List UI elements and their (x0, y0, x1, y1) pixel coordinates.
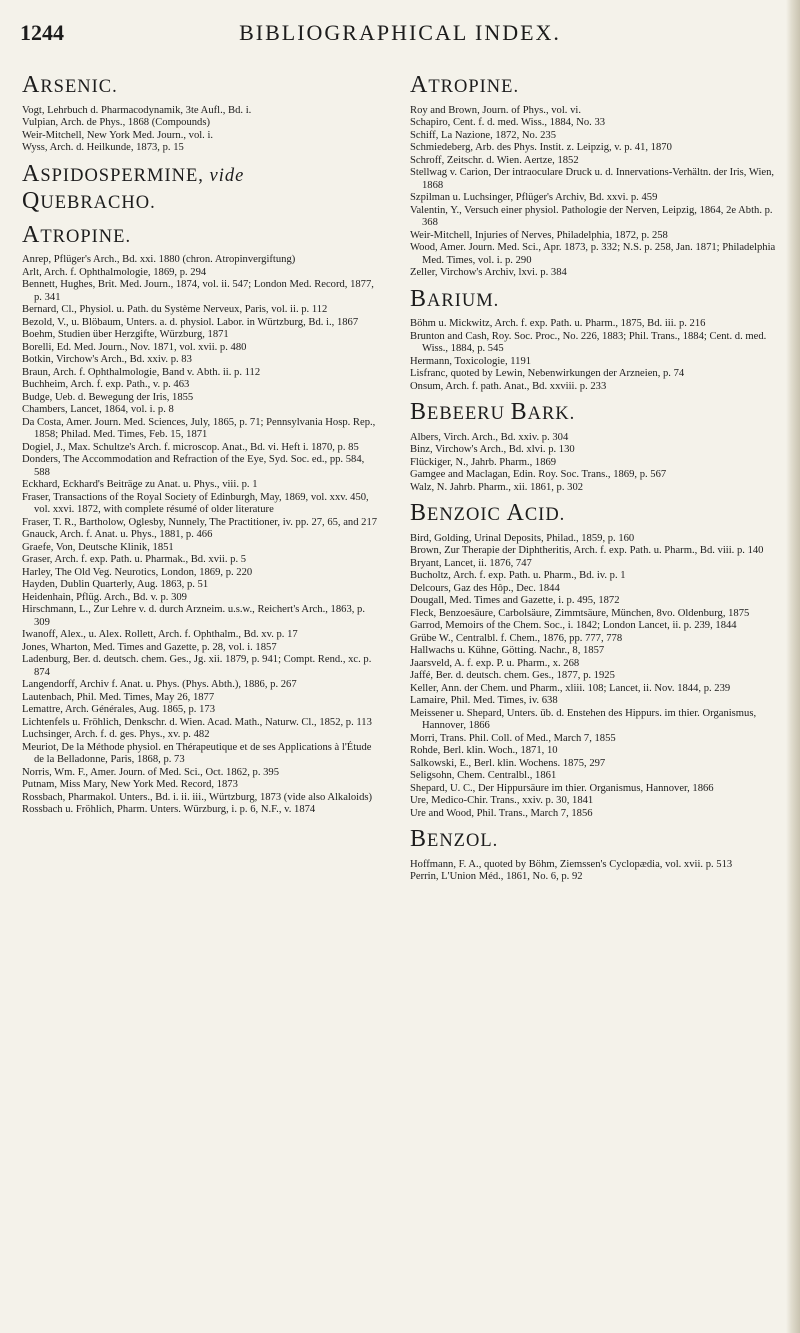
bibliography-entry: Dougall, Med. Times and Gazette, i. p. 495, 1872 (410, 595, 620, 607)
bibliography-entry: Bird, Golding, Urinal Deposits, Philad., 1859, p. 160 (410, 532, 635, 544)
bibliography-entry: Flückiger, N., Jahrb. Pharm., 1869 (410, 456, 557, 468)
bibliography-entry: Jones, Wharton, Med. Times and Gazette, p. 28, vol. i. 1857 (22, 641, 277, 653)
bibliography-entry: Wood, Amer. Journ. Med. Sci., Apr. 1873, p. 332; N.S. p. 258, Jan. 1871; Philadelphia Med. Times, vol. i. p. 290 (410, 242, 776, 266)
page-edge-shadow (786, 0, 800, 1333)
bibliography-entry: Böhm u. Mickwitz, Arch. f. exp. Path. u. Pharm., 1875, Bd. iii. p. 216 (410, 318, 706, 330)
heading-text: BARIUM. (410, 285, 500, 312)
bibliography-entry: Hoffmann, F. A., quoted by Böhm, Ziemssen's Cyclopædia, vol. xvii. p. 513 (410, 858, 733, 870)
bibliography-entry: Luchsinger, Arch. f. d. ges. Phys., xv. p. 482 (22, 729, 210, 741)
bibliography-entry: Zeller, Virchow's Archiv, lxvi. p. 384 (410, 267, 567, 279)
bibliography-entry: Valentin, Y., Versuch einer physiol. Pathologie der Nerven, Leipzig, 1864, 2e Abth. p. 368 (410, 204, 773, 229)
section-heading (410, 500, 778, 528)
bibliography-entry: Iwanoff, Alex., u. Alex. Rollett, Arch. f. Ophthalm., Bd. xv. p. 17 (22, 629, 298, 641)
bibliography-entry: Jaarsveld, A. f. exp. P. u. Pharm., x. 268 (410, 657, 580, 669)
bibliography-entry: Hirschmann, L., Zur Lehre v. d. durch Arzneim. u.s.w., Reichert's Arch., 1863, p. 309 (22, 604, 365, 628)
index-section (410, 399, 778, 494)
heading-text: ATROPINE. (410, 72, 520, 98)
bibliography-entry: Salkowski, E., Berl. klin. Wochens. 1875, 297 (410, 757, 606, 769)
section-heading (410, 399, 778, 427)
section-heading (22, 72, 382, 100)
bibliography-entry: Bernard, Cl., Physiol. u. Path. du Système Nerveux, Paris, vol. ii. p. 112 (22, 304, 328, 316)
bibliography-entry: Schapiro, Cent. f. d. med. Wiss., 1884, No. 33 (410, 117, 606, 129)
heading-text: ARSENIC. (22, 72, 118, 98)
bibliography-entry: Walz, N. Jahrb. Pharm., xii. 1861, p. 302 (410, 481, 584, 493)
bibliography-entry: Meuriot, De la Méthode physiol. en Thérapeutique et de ses Applications à l'Étude de la Belladonne, Paris, 1868, p. 73 (22, 741, 372, 766)
bibliography-entry: Chambers, Lancet, 1864, vol. i. p. 8 (22, 404, 174, 416)
bibliography-entry: Rohde, Berl. klin. Woch., 1871, 10 (410, 745, 558, 757)
section-heading (410, 72, 778, 100)
bibliography-entry: Graefe, Von, Deutsche Klinik, 1851 (22, 541, 174, 553)
bibliography-entry: Szpilman u. Luchsinger, Pflüger's Archiv, Bd. xxvi. p. 459 (410, 192, 658, 204)
bibliography-entry: Weir-Mitchell, Injuries of Nerves, Philadelphia, 1872, p. 258 (410, 229, 668, 241)
index-section (410, 72, 778, 280)
heading-text: BENZOL. (410, 826, 499, 853)
bibliography-entry: Brown, Zur Therapie der Diphtheritis, Arch. f. exp. Path. u. Pharm., Bd. viii. p. 140 (410, 545, 764, 557)
bibliography-entry: Schiff, La Nazione, 1872, No. 235 (410, 129, 557, 141)
bibliography-entry: Schmiedeberg, Arb. des Phys. Instit. z. Leipzig, v. p. 41, 1870 (410, 142, 672, 154)
bibliography-entry: Stellwag v. Carion, Der intraoculare Druck u. d. Innervations-Verhältn. der Iris, Wien, 1868 (410, 167, 775, 191)
index-section (410, 826, 778, 884)
bibliography-entry: Braun, Arch. f. Ophthalmologie, Band v. Abth. ii. p. 112 (22, 366, 261, 378)
bibliography-entry: Bennett, Hughes, Brit. Med. Journ., 1874, vol. ii. 547; London Med. Record, 1877, p. 341 (22, 279, 374, 303)
bibliography-entry: Da Costa, Amer. Journ. Med. Sciences, July, 1865, p. 71; Pennsylvania Hosp. Rep., 1858; Philad. Med. Times, Feb. 15, 1871 (22, 416, 376, 441)
bibliography-entry: Binz, Virchow's Arch., Bd. xlvi. p. 130 (410, 444, 575, 456)
bibliography-entry: Ladenburg, Ber. d. deutsch. chem. Ges., Jg. xii. 1879, p. 941; Compt. Rend., xc. p. 874 (22, 654, 372, 678)
bibliography-entry: Albers, Virch. Arch., Bd. xxiv. p. 304 (410, 431, 569, 443)
section-heading (410, 286, 778, 314)
bibliography-entry: Anrep, Pflüger's Arch., Bd. xxi. 1880 (chron. Atropinvergiftung) (22, 254, 296, 266)
bibliography-entry: Gamgee and Maclagan, Edin. Roy. Soc. Trans., 1869, p. 567 (410, 469, 667, 481)
bibliography-entry: Hermann, Toxicologie, 1191 (410, 355, 532, 367)
bibliography-entry: Bryant, Lancet, ii. 1876, 747 (410, 557, 532, 569)
index-section (410, 286, 778, 394)
bibliography-entry: Grübe W., Centralbl. f. Chem., 1876, pp. 777, 778 (410, 632, 623, 644)
bibliography-entry: Eckhard, Eckhard's Beiträge zu Anat. u. Phys., viii. p. 1 (22, 479, 258, 491)
bibliography-entry: Lautenbach, Phil. Med. Times, May 26, 1877 (22, 691, 215, 703)
bibliography-entry: Gnauck, Arch. f. Anat. u. Phys., 1881, p. 466 (22, 529, 213, 541)
bibliography-entry: Borelli, Ed. Med. Journ., Nov. 1871, vol. xvii. p. 480 (22, 341, 247, 353)
right-column (410, 72, 778, 890)
bibliography-entry: Boehm, Studien über Herzgifte, Würzburg, 1871 (22, 329, 229, 341)
bibliography-entry: Shepard, U. C., Der Hippursäure im thier. Organismus, Hannover, 1866 (410, 782, 714, 794)
bibliography-entry: Putnam, Miss Mary, New York Med. Record, 1873 (22, 779, 238, 791)
index-section (410, 500, 778, 820)
section-heading (22, 222, 382, 250)
bibliography-entry: Keller, Ann. der Chem. und Pharm., xliii. 108; Lancet, ii. Nov. 1844, p. 239 (410, 682, 731, 694)
index-section (22, 72, 382, 155)
bibliography-entry: Hayden, Dublin Quarterly, Aug. 1863, p. 51 (22, 579, 209, 591)
bibliography-entry: Lemattre, Arch. Générales, Aug. 1865, p. 173 (22, 704, 215, 716)
page-header (0, 20, 800, 60)
bibliography-entry: Langendorff, Archiv f. Anat. u. Phys. (Phys. Abth.), 1886, p. 267 (22, 679, 297, 691)
bibliography-entry: Bucholtz, Arch. f. exp. Path. u. Pharm., Bd. iv. p. 1 (410, 570, 626, 582)
index-section (22, 222, 382, 817)
bibliography-entry: Graser, Arch. f. exp. Path. u. Pharmak., Bd. xvii. p. 5 (22, 554, 247, 566)
bibliography-entry: Lichtenfels u. Fröhlich, Denkschr. d. Wien. Acad. Math., Naturw. Cl., 1852, p. 113 (22, 716, 372, 728)
section-heading (22, 161, 382, 216)
bibliography-entry: Arlt, Arch. f. Ophthalmologie, 1869, p. 294 (22, 266, 207, 278)
bibliography-entry: Rossbach u. Fröhlich, Pharm. Unters. Würzburg, i. p. 6, N.F., v. 1874 (22, 804, 316, 816)
bibliography-entry: Fraser, Transactions of the Royal Society of Edinburgh, May, 1869, vol. xxv. 450, vol. xxvi. 1872, with complete résumé of older literature (22, 491, 369, 516)
index-section (22, 161, 382, 216)
bibliography-entry: Seligsohn, Chem. Centralbl., 1861 (410, 770, 557, 782)
vide-label: vide (209, 165, 245, 186)
bibliography-entry: Wyss, Arch. d. Heilkunde, 1873, p. 15 (22, 142, 184, 154)
bibliography-entry: Donders, The Accommodation and Refraction of the Eye, Syd. Soc. ed., pp. 584, 588 (22, 454, 365, 478)
bibliography-entry: Harley, The Old Veg. Neurotics, London, 1869, p. 220 (22, 566, 253, 578)
bibliography-entry: Buchheim, Arch. f. exp. Path., v. p. 463 (22, 379, 190, 391)
bibliography-entry: Fleck, Benzoesäure, Carbolsäure, Zimmtsäure, München, 8vo. Oldenburg, 1875 (410, 607, 750, 619)
bibliography-entry: Morri, Trans. Phil. Coll. of Med., March 7, 1855 (410, 732, 616, 744)
bibliography-entry: Vogt, Lehrbuch d. Pharmacodynamik, 3te Aufl., Bd. i. (22, 104, 252, 116)
bibliography-entry: Lisfranc, quoted by Lewin, Nebenwirkungen der Arzneien, p. 74 (410, 368, 685, 380)
bibliography-entry: Jaffé, Ber. d. deutsch. chem. Ges., 1877, p. 1925 (410, 670, 615, 682)
bibliography-entry: Dogiel, J., Max. Schultze's Arch. f. microscop. Anat., Bd. vi. Heft i. 1870, p. 85 (22, 441, 359, 453)
bibliography-entry: Botkin, Virchow's Arch., Bd. xxiv. p. 83 (22, 354, 192, 366)
bibliography-entry: Garrod, Memoirs of the Chem. Soc., i. 1842; London Lancet, ii. p. 239, 1844 (410, 620, 737, 632)
bibliography-entry: Fraser, T. R., Bartholow, Oglesby, Nunnely, The Practitioner, iv. pp. 27, 65, and 217 (22, 516, 378, 528)
bibliography-entry: Norris, Wm. F., Amer. Journ. of Med. Sci., Oct. 1862, p. 395 (22, 766, 280, 778)
cross-reference: QUEBRACHO. (22, 188, 156, 215)
heading-text: ASPIDOSPERMINE, (22, 160, 204, 187)
bibliography-entry: Ure, Medico-Chir. Trans., xxiv. p. 30, 1841 (410, 795, 594, 807)
bibliography-entry: Hallwachs u. Kühne, Götting. Nachr., 8, 1857 (410, 645, 605, 657)
bibliography-entry: Vulpian, Arch. de Phys., 1868 (Compounds) (22, 117, 210, 129)
bibliography-entry: Bezold, V., u. Blöbaum, Unters. a. d. physiol. Labor. in Würtzburg, Bd. i., 1867 (22, 316, 359, 328)
bibliography-entry: Meissener u. Shepard, Unters. üb. d. Enstehen des Hippurs. im thier. Organismus, Hannover, 1866 (410, 707, 757, 732)
heading-text: ATROPINE. (22, 221, 132, 248)
running-head: BIBLIOGRAPHICAL INDEX. (239, 20, 561, 45)
bibliography-entry: Delcours, Gaz des Hôp., Dec. 1844 (410, 582, 560, 594)
bibliography-entry: Lamaire, Phil. Med. Times, iv. 638 (410, 695, 558, 707)
bibliography-entry: Weir-Mitchell, New York Med. Journ., vol. i. (22, 129, 214, 141)
bibliography-entry: Heidenhain, Pflüg. Arch., Bd. v. p. 309 (22, 591, 187, 603)
bibliography-entry: Ure and Wood, Phil. Trans., March 7, 1856 (410, 807, 593, 819)
left-column (22, 72, 382, 823)
heading-text: BENZOIC ACID. (410, 500, 566, 527)
section-heading (410, 826, 778, 854)
bibliography-entry: Perrin, L'Union Méd., 1861, No. 6, p. 92 (410, 871, 583, 883)
bibliography-entry: Brunton and Cash, Roy. Soc. Proc., No. 226, 1883; Phil. Trans., 1884; Cent. d. med. Wiss., 1884, p. 545 (410, 330, 767, 355)
bibliography-entry: Roy and Brown, Journ. of Phys., vol. vi. (410, 104, 581, 116)
heading-text: BEBEERU BARK. (410, 399, 576, 426)
bibliography-entry: Schroff, Zeitschr. d. Wien. Aertze, 1852 (410, 154, 579, 166)
bibliography-entry: Onsum, Arch. f. path. Anat., Bd. xxviii. p. 233 (410, 380, 607, 392)
page-number: 1244 (20, 20, 64, 45)
bibliography-entry: Budge, Ueb. d. Bewegung der Iris, 1855 (22, 391, 194, 403)
bibliography-entry: Rossbach, Pharmakol. Unters., Bd. i. ii. iii., Würtzburg, 1873 (vide also Alkaloids) (22, 791, 373, 803)
